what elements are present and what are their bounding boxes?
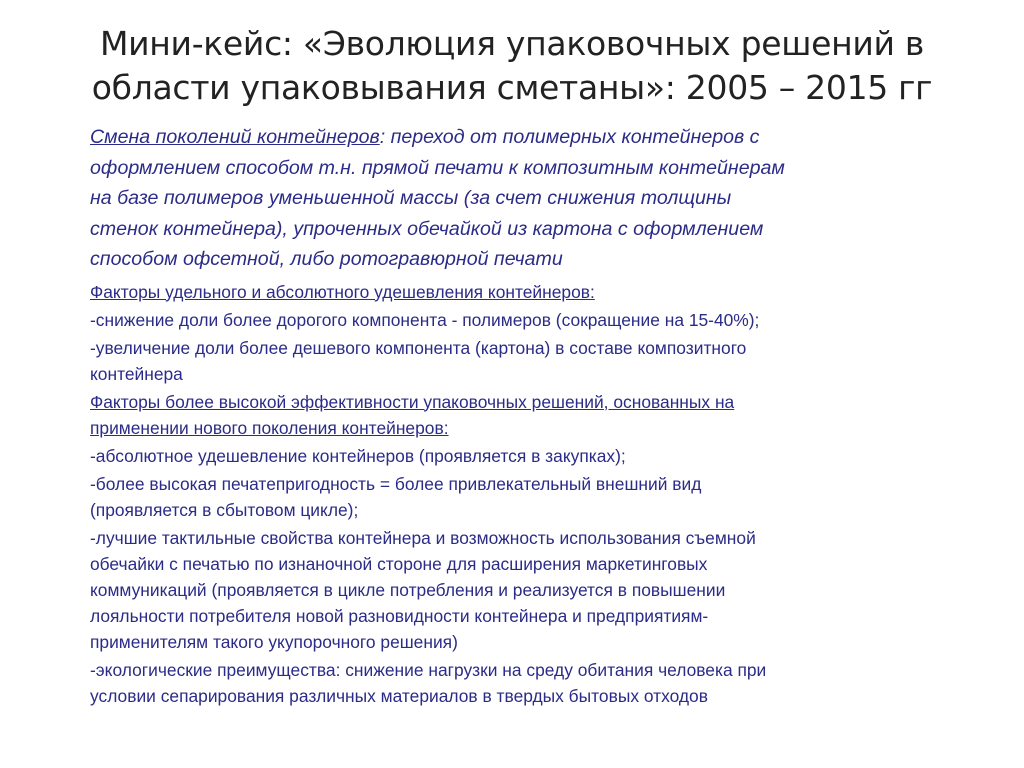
slide-body <box>90 122 970 709</box>
intro-line-1-text: : переход от полимерных контейнеров с <box>379 126 760 148</box>
intro-term: Смена поколений контейнеров <box>90 126 380 148</box>
intro-line-5: способом офсетной, либо ротогравюрной печати <box>90 248 563 270</box>
intro-line-1 <box>90 122 970 153</box>
intro-paragraph <box>90 122 970 275</box>
section-2-heading: Факторы более высокой эффективности упаковочных решений, основанных на применении нового поколения контейнеров: <box>90 391 735 438</box>
section-1-item-1: -снижение доли более дорогого компонента - полимеров (сокращение на 15-40%); <box>90 309 760 330</box>
slide-title <box>60 22 964 110</box>
section-2-item-4: -экологические преимущества: снижение нагрузки на среду обитания человека при условии сепарирования различных материалов в твердых бытовых отходов <box>90 659 767 706</box>
section-1-heading: Факторы удельного и абсолютного удешевления контейнеров: <box>90 281 595 302</box>
section-1-item-2: -увеличение доли более дешевого компонента (картона) в составе композитного контейнера <box>90 337 747 384</box>
section-2-item-3: -лучшие тактильные свойства контейнера и возможность использования съемной обечайки с печатью по изнаночной стороне для расширения маркетинговых коммуникаций (проявляется в цикле потребления и реализуется в повышении лояльности потребителя новой разновидности контейнера и предприятиям- применителям такого укупорочного решения) <box>90 527 756 652</box>
section-2-item-1: -абсолютное удешевление контейнеров (проявляется в закупках); <box>90 445 626 466</box>
intro-line-4: стенок контейнера), упроченных обечайкой из картона с оформлением <box>90 217 764 240</box>
intro-line-3: на базе полимеров уменьшенной массы (за счет снижения толщины <box>90 187 732 209</box>
section-2-item-2: -более высокая печатепригодность = более привлекательный внешний вид (проявляется в сбытовом цикле); <box>90 473 702 520</box>
intro-line-2: оформлением способом т.н. прямой печати к композитным контейнерам <box>90 156 785 179</box>
title-line-1: Мини-кейс: «Эволюция упаковочных решений в <box>99 24 925 63</box>
title-line-2: области упаковывания сметаны»: 2005 – 2015 гг <box>91 68 933 107</box>
